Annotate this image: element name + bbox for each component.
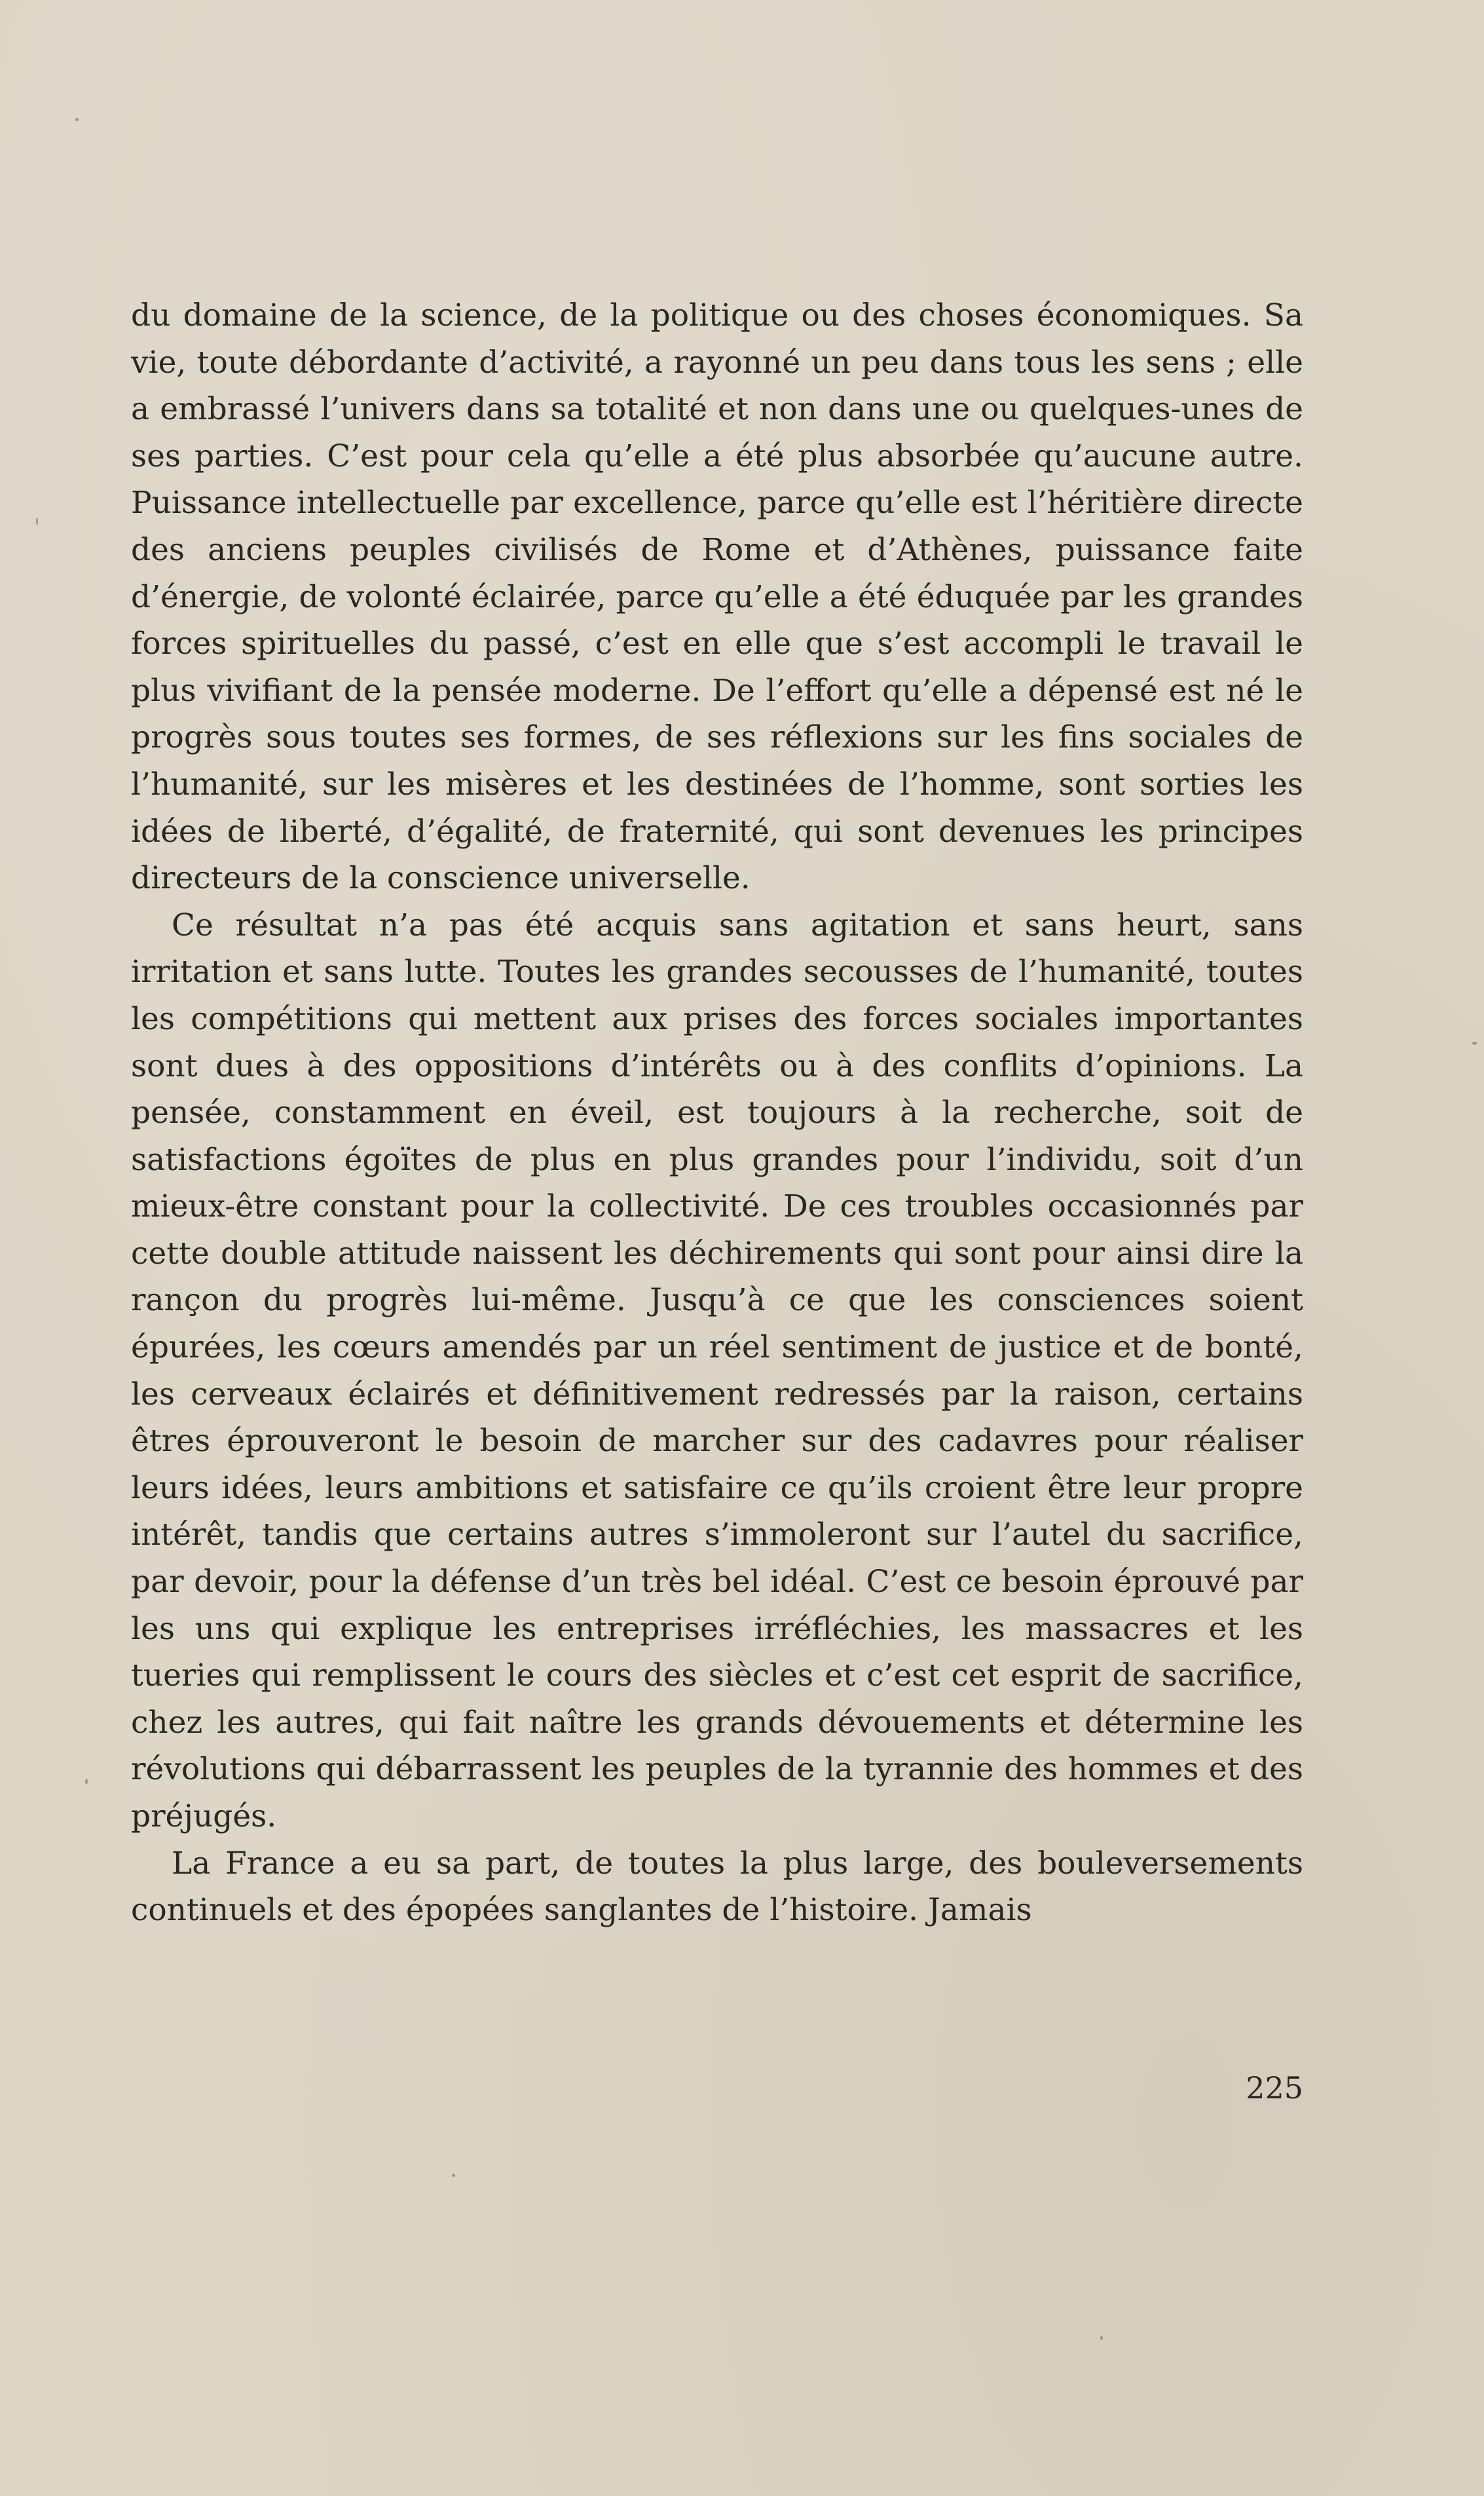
paper-speck xyxy=(1472,1042,1477,1045)
paper-speck xyxy=(452,2174,455,2177)
paper-speck xyxy=(75,118,79,121)
paper-speck xyxy=(36,518,38,525)
body-text xyxy=(131,292,1303,1934)
paragraph-france: La France a eu sa part, de toutes la plus large, des bouleversements continuels et des épopées sanglantes de l’histoire. Jamais xyxy=(131,1845,1303,1929)
page-number: 225 xyxy=(1246,2070,1303,2106)
paragraph-result: Ce résultat n’a pas été acquis sans agitation et sans heurt, sans irritation et sans lutte. Toutes les grandes secousses de l’humanité, toutes les compétitions qui mettent aux prises des forces sociales importantes sont dues à des oppositions d’intérêts ou à des conflits d’opinions. La pensée, constamment en éveil, est toujours à la recherche, soit de satisfactions égoïtes de plus en plus grandes pour l’individu, soit d’un mieux-être constant pour la collectivité. De ces troubles occasionnés par cette double attitude naissent les déchirements qui sont pour ainsi dire la rançon du progrès lui-même. Jusqu’à ce que les consciences soient épurées, les cœurs amendés par un réel sentiment de justice et de bonté, les cerveaux éclairés et définitivement redressés par la raison, certains êtres éprouveront le besoin de marcher sur des cadavres pour réaliser leurs idées, leurs ambitions et satisfaire ce qu’ils croient être leur propre intérêt, tandis que certains autres s’immoleront sur l’autel du sacrifice, par devoir, pour la défense d’un très bel idéal. C’est ce besoin éprouvé par les uns qui explique les entreprises irréfléchies, les massacres et les tueries qui remplissent le cours des siècles et c’est cet esprit de sacrifice, chez les autres, qui fait naître les grands dévouements et détermine les révolutions qui débarrassent les peuples de la tyrannie des hommes et des préjugés. xyxy=(131,907,1303,1834)
paragraph-continuation: du domaine de la science, de la politique ou des choses économiques. Sa vie, toute débordante d’activité, a rayonné un peu dans tous les sens ; elle a embrassé l’univers dans sa totalité et non dans une ou quelques-unes de ses parties. C’est pour cela qu’elle a été plus absorbée qu’aucune autre. Puissance intellectuelle par excellence, parce qu’elle est l’héritière directe des anciens peuples civilisés de Rome et d’Athènes, puissance faite d’énergie, de volonté éclairée, parce qu’elle a été éduquée par les grandes forces spirituelles du passé, c’est en elle que s’est accompli le travail le plus vivifiant de la pensée moderne. De l’effort qu’elle a dépensé est né le progrès sous toutes ses formes, de ses réflexions sur les fins sociales de l’humanité, sur les misères et les destinées de l’homme, sont sorties les idées de liberté, d’égalité, de fraternité, qui sont devenues les principes directeurs de la conscience universelle. xyxy=(131,297,1303,897)
paper-speck xyxy=(1100,2335,1103,2340)
paper-speck xyxy=(85,1779,88,1785)
